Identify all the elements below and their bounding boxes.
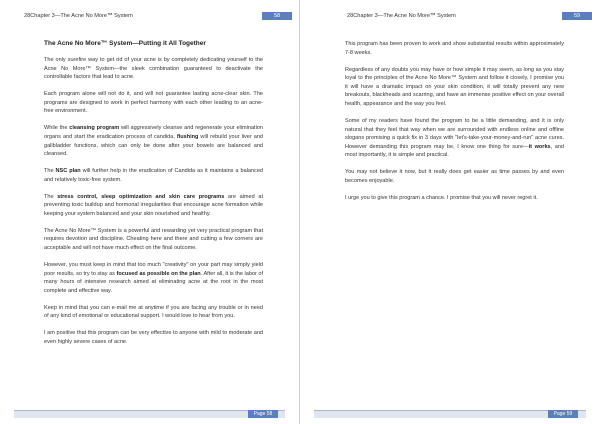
header-title: 28Chapter 3—The Acne No More™ System xyxy=(24,13,133,19)
paragraph xyxy=(44,124,263,158)
text-run: will further help in the eradication of Candida as it maintains a balanced and relatively toxic-free system. xyxy=(44,168,263,183)
bold-run: stress control, sleep optimization and skin care programs xyxy=(57,193,225,200)
bold-run: flushing xyxy=(176,133,199,140)
paragraph xyxy=(44,167,263,184)
paragraph xyxy=(44,261,263,295)
paragraph: I urge you to give this program a chance. I promise that you will never regret it. xyxy=(345,194,538,201)
header-page-number: 58 xyxy=(262,12,292,20)
footer-bar xyxy=(314,410,586,418)
footer-page-label: Page 58 xyxy=(248,410,278,418)
paragraph xyxy=(44,193,263,219)
text-run: will aggressively cleanse and regenerate your elimination organs and start the eradication process of candida, xyxy=(44,125,263,140)
paragraph xyxy=(345,117,564,160)
paragraph: You may not believe it now, but it really does get easier as time passes by and even becomes enjoyable. xyxy=(345,169,564,184)
text-run: Some of my readers have found the program to be a little demanding, and it is only natural that they feel that way when we are surrounded with endless online and offline slogans promising a quick fix in 3 days with "let's-take-your-money-and-run" acne cures. However demanding this program may be, I know one thing for sure— xyxy=(345,117,564,150)
text-run: The xyxy=(44,193,58,200)
text-run: will rebuild your liver and gallbladder functions, which can only be done after your bowels are balanced and cleansed. xyxy=(44,133,263,158)
paragraph: The only surefire way to get rid of your acne is by completely dedicating yourself to the Acne No More™ System—the sleek combination guaranteed to deactivate the controllable factors that lead to acne. xyxy=(44,57,263,81)
footer-page-label: Page 59 xyxy=(548,410,578,418)
text-run: The xyxy=(44,168,56,175)
section-heading: The Acne No More™ System—Putting it All Together xyxy=(44,40,206,47)
page-header xyxy=(0,13,299,23)
paragraph: This program has been proven to work and show substantial results within approximately 7-8 weeks. xyxy=(345,41,564,56)
bold-run: cleansing program xyxy=(69,125,120,132)
paragraph: Each program alone will not do it, and will not guarantee lasting acne-clear skin. The programs are designed to work in perfect harmony with each other leading to an acne-free environment. xyxy=(44,91,263,115)
page-header xyxy=(300,13,600,23)
text-run: are aimed at preventing toxic buildup and hormonal irregularities that encourage acne formation while keeping your system balanced and your skin nourished and healthy. xyxy=(44,193,263,217)
paragraph: Regardless of any doubts you may have or how simple it may seem, as long as you stay loyal to the principles of the Acne No More™ System and follow it closely, I promise you it will have a dramatic impact on your skin condition, it will totally prevent any new breakouts, blackheads and scarring, and have an immense positive effect on your overall health, appearance and the way you feel. xyxy=(345,66,564,107)
footer-bar xyxy=(14,410,285,418)
header-title: 28Chapter 3—The Acne No More™ System xyxy=(347,13,456,19)
header-page-number: 59 xyxy=(562,12,592,20)
page-content xyxy=(44,40,263,355)
paragraph: Keep in mind that you can e-mail me at anytime if you are facing any trouble or in need of any kind of emotional or educational support. I would love to hear from you. xyxy=(44,304,263,320)
right-page xyxy=(300,0,600,424)
paragraph: The Acne No More™ System is a powerful and rewarding yet very practical program that requires devotion and discipline. Cheating here and there and cutting a few corners are acceptable and will not have much effect on the final outcome. xyxy=(44,227,263,252)
paragraph: I am positive that this program can be very effective to anyone with mild to moderate and even highly severe cases of acne. xyxy=(44,330,263,345)
text-run: However, you must keep in mind that too much "creativity" on your part may simply yield poor results, so try to stay as xyxy=(44,262,263,277)
bold-run: it works xyxy=(528,143,551,150)
text-run: , and most importantly, it is simple and practical. xyxy=(345,143,564,159)
page-content xyxy=(345,40,564,211)
bold-run: NSC plan xyxy=(55,168,81,175)
text-run: While the xyxy=(44,125,70,132)
text-run: . After all, it is the labor of many hours of intensive research aimed at eliminating acne at the root in the most complete and effective way. xyxy=(44,270,264,294)
bold-run: focused as possible on the plan xyxy=(116,270,201,277)
